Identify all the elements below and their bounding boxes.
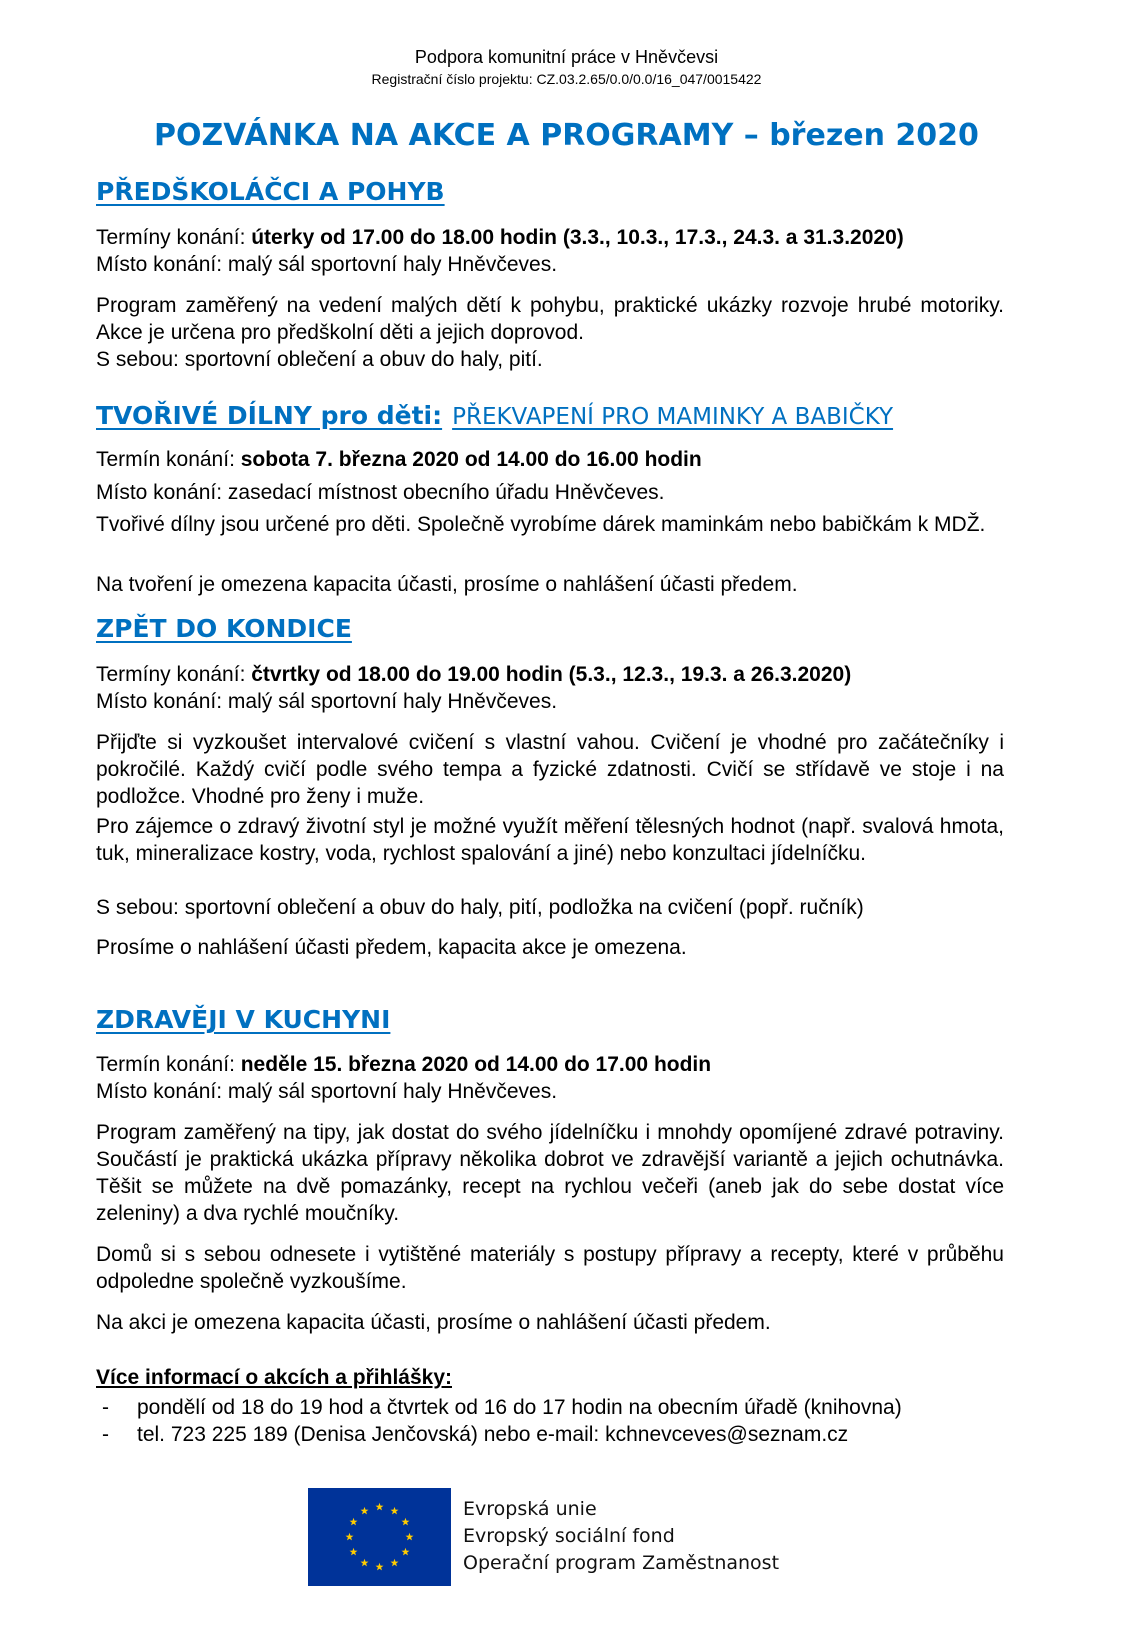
term-label: Termín konání: — [96, 1053, 241, 1076]
section-heading-workshops — [96, 401, 893, 430]
office-hours: pondělí od 18 do 19 hod a čtvrtek od 16 do 17 hodin na obecním úřadě (knihovna) — [137, 1396, 902, 1419]
section-description: Přijďte si vyzkoušet intervalové cvičení s vlastní vahou. Cvičení je vhodné pro začátečníky i pokročilé. Každý cvičí podle svého tempa a fyzické zdatnosti. Cvičí se střídavě ve stoje i na podložce. Vhodné pro ženy i muže. — [96, 731, 1004, 808]
section-term — [96, 446, 1004, 473]
invitation-title: POZVÁNKA NA AKCE A PROGRAMY – březen 2020 — [154, 118, 979, 153]
contact-phone-email: tel. 723 225 189 (Denisa Jenčovská) nebo e-mail: kchnevceves@seznam.cz — [137, 1423, 849, 1446]
section-heading-kitchen: ZDRAVĚJI V KUCHYNI — [96, 1005, 391, 1034]
eu-funding-text — [463, 1496, 779, 1577]
section-description: Program zaměřený na vedení malých dětí k pohybu, praktické ukázky rozvoje hrubé motoriky. Akce je určena pro předškolní děti a jejich doprovod. — [96, 294, 1004, 344]
contact-list — [96, 1394, 1016, 1448]
term-value: úterky od 17.00 do 18.00 hodin (3.3., 10.3., 17.3., 24.3. a 31.3.2020) — [251, 226, 904, 249]
section-bring: S sebou: sportovní oblečení a obuv do haly, pití, podložka na cvičení (popř. ručník) — [96, 896, 864, 919]
eu-flag-background — [308, 1488, 451, 1586]
section-capacity-note: Na akci je omezena kapacita účasti, prosíme o nahlášení účasti předem. — [96, 1311, 771, 1334]
eu-line-union: Evropská unie — [463, 1498, 597, 1520]
section-measurement: Pro zájemce o zdravý životní styl je možné využít měření tělesných hodnot (např. svalová hmota, tuk, mineralizace kostry, voda, rychlost spalování a jiné) nebo konzultaci jídelníčku. — [96, 815, 1004, 865]
heading-colon: : — [432, 401, 443, 430]
section-place: Místo konání: malý sál sportovní haly Hněvčeves. — [96, 1080, 558, 1103]
term-value: čtvrtky od 18.00 do 19.00 hodin (5.3., 12.3., 19.3. a 26.3.2020) — [251, 663, 852, 686]
more-info-heading: Více informací o akcích a přihlášky: — [96, 1366, 452, 1389]
term-label: Termíny konání: — [96, 226, 252, 249]
section-term — [96, 224, 1004, 251]
term-value: sobota 7. března 2020 od 14.00 do 16.00 hodin — [240, 448, 702, 471]
eu-line-social-fund: Evropský sociální fond — [463, 1525, 675, 1547]
bullet-dash: - — [102, 1423, 109, 1446]
section-bring: S sebou: sportovní oblečení a obuv do haly, pití. — [96, 348, 543, 371]
section-capacity-note: Na tvoření je omezena kapacita účasti, prosíme o nahlášení účasti předem. — [96, 573, 798, 596]
term-value: neděle 15. března 2020 od 14.00 do 17.00 hodin — [240, 1053, 712, 1076]
heading-subtitle: PŘEKVAPENÍ PRO MAMINKY A BABIČKY — [452, 404, 894, 430]
heading-main: TVOŘIVÉ DÍLNY pro děti — [96, 401, 433, 430]
list-item — [96, 1421, 1016, 1448]
bullet-dash: - — [102, 1396, 109, 1419]
term-label: Termín konání: — [96, 448, 241, 471]
registration-number: Registrační číslo projektu: CZ.03.2.65/0.0/0.0/16_047/0015422 — [371, 71, 762, 87]
list-item — [96, 1394, 1016, 1421]
section-heading-preschool: PŘEDŠKOLÁČCI A POHYB — [96, 177, 445, 206]
section-place: Místo konání: malý sál sportovní haly Hněvčeves. — [96, 253, 558, 276]
term-label: Termíny konání: — [96, 663, 252, 686]
section-description: Tvořivé dílny jsou určené pro děti. Společně vyrobíme dárek maminkám nebo babičkám k MDŽ. — [96, 513, 986, 536]
section-term — [96, 661, 1004, 688]
section-term — [96, 1051, 1004, 1078]
section-place: Místo konání: malý sál sportovní haly Hněvčeves. — [96, 690, 558, 713]
section-heading-fitness: ZPĚT DO KONDICE — [96, 614, 352, 643]
section-description: Program zaměřený na tipy, jak dostat do svého jídelníčku i mnohdy opomíjené zdravé potraviny. Součástí je praktická ukázka přípravy několika dobrot ve zdravější variantě a jejich ochutnávka. Těšit se můžete na dvě pomazánky, recept na rychlou večeři (aneb jak do sebe dostat více zeleniny) a dva rychlé moučníky. — [96, 1121, 1004, 1225]
section-capacity-note: Prosíme o nahlášení účasti předem, kapacita akce je omezena. — [96, 936, 687, 959]
section-place: Místo konání: zasedací místnost obecního úřadu Hněvčeves. — [96, 481, 665, 504]
project-name: Podpora komunitní práce v Hněvčevsi — [414, 47, 719, 67]
eu-line-program: Operační program Zaměstnanost — [463, 1552, 780, 1574]
section-materials: Domů si s sebou odnesete i vytištěné materiály s postupy přípravy a recepty, které v průběhu odpoledne společně vyzkoušíme. — [96, 1243, 1004, 1293]
eu-flag-logo — [308, 1488, 451, 1586]
